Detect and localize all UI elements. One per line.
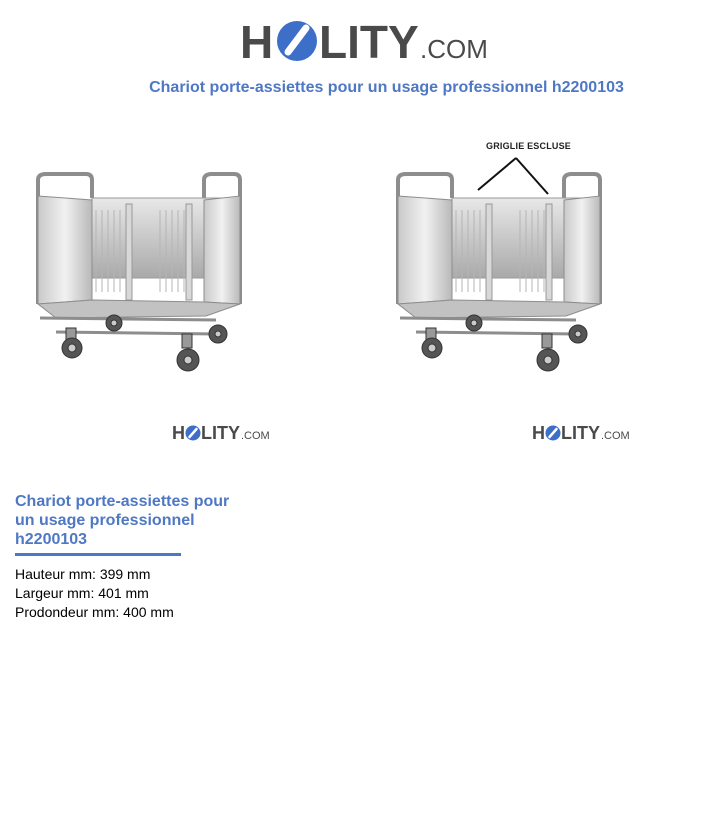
product-name: Chariot porte-assiettes pour un usage professionnel h2200103 [15,493,230,548]
spec-label: Hauteur mm: [15,566,96,582]
product-photo-right [376,128,706,458]
brand-logo-o-icon [277,21,317,61]
svg-text:LITY: LITY [561,423,600,443]
svg-text:.COM: .COM [601,430,630,442]
photo-caption-griglie: GRIGLIE ESCLUSE [486,141,572,151]
spec-depth [15,603,174,622]
spec-list [15,565,174,622]
watermark-logo-right [532,422,632,444]
svg-text:.COM: .COM [241,430,270,442]
svg-text:H: H [172,423,185,443]
spec-value: 400 mm [123,604,174,620]
spec-label: Prodondeur mm: [15,604,120,620]
spec-height [15,565,174,584]
svg-text:LITY: LITY [201,423,240,443]
brand-logo [240,14,500,66]
spec-value: 401 mm [98,585,149,601]
watermark-logo-left [172,422,272,444]
spec-value: 399 mm [99,566,151,582]
wheel-icon [62,315,227,371]
brand-logo-com: .COM [420,34,488,64]
svg-text:H: H [532,423,545,443]
brand-logo-lity: LITY [319,16,419,66]
title-divider [15,553,181,556]
spec-width [15,584,174,603]
wheel-icon [422,315,587,371]
brand-logo-h: H [240,16,274,66]
page-title: Chariot porte-assiettes pour un usage professionnel h2200103 [149,79,624,96]
spec-label: Largeur mm: [15,585,95,601]
product-photo-left [16,128,346,458]
